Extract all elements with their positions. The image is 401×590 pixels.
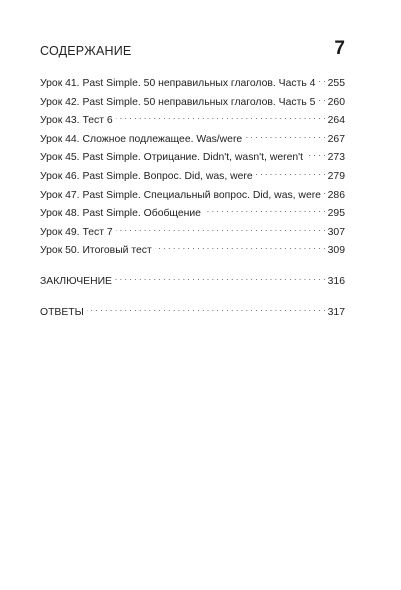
toc-entry-page: 255 (327, 78, 345, 89)
page-header (40, 38, 345, 62)
toc-entry-conclusion (40, 274, 345, 293)
dot-leader (115, 274, 326, 284)
toc-entry-lesson-47 (40, 188, 345, 207)
toc-entry-page: 267 (327, 133, 345, 145)
page-number: 7 (334, 38, 345, 59)
toc-entry-page: 307 (327, 226, 345, 238)
toc-entry-page: 295 (327, 208, 345, 220)
dot-leader (324, 188, 326, 198)
toc-entry-lesson-45 (40, 150, 345, 169)
toc-entry-lesson-48 (40, 206, 345, 225)
running-title: СОДЕРЖАНИЕ (40, 44, 132, 58)
toc-entry-label: Урок 41. Past Simple. 50 неправильных глаголов. Часть 4 (40, 78, 316, 89)
toc-entry-page: 317 (327, 306, 345, 318)
toc-entry-label: ОТВЕТЫ (40, 306, 84, 318)
toc-entry-lesson-50 (40, 243, 345, 262)
toc-entry-page: 264 (327, 115, 345, 127)
dot-leader (204, 206, 326, 216)
toc-entry-label: Урок 50. Итоговый тест (40, 245, 152, 257)
toc-spacer (40, 262, 345, 274)
toc-entry-label: Урок 49. Тест 7 (40, 226, 113, 238)
toc-entry-page: 279 (327, 170, 345, 182)
toc-spacer (40, 293, 345, 305)
dot-leader (256, 169, 326, 179)
toc-entry-lesson-43 (40, 113, 345, 132)
dot-leader (318, 95, 325, 105)
dot-leader (116, 225, 326, 235)
dot-leader (318, 76, 325, 86)
toc-entry-lesson-44 (40, 132, 345, 151)
toc-entry-label: Урок 44. Сложное подлежащее. Was/were (40, 133, 243, 145)
toc-entry-answers (40, 305, 345, 324)
table-of-contents (40, 76, 345, 323)
toc-entry-lesson-41 (40, 76, 345, 95)
toc-entry-lesson-42 (40, 95, 345, 114)
toc-entry-label: ЗАКЛЮЧЕНИЕ (40, 275, 112, 287)
toc-entry-label: Урок 46. Past Simple. Вопрос. Did, was, were (40, 170, 253, 182)
toc-entry-lesson-46 (40, 169, 345, 188)
dot-leader (155, 243, 326, 253)
toc-entry-page: 273 (327, 152, 345, 164)
toc-entry-page: 260 (327, 96, 345, 108)
toc-entry-page: 286 (327, 189, 345, 201)
toc-entry-label: Урок 48. Past Simple. Обобщение (40, 208, 201, 220)
toc-entry-label: Урок 45. Past Simple. Отрицание. Didn't, wasn't, weren't (40, 152, 304, 164)
dot-leader (87, 305, 326, 315)
toc-entry-lesson-49 (40, 225, 345, 244)
dot-leader (245, 132, 325, 142)
toc-entry-page: 309 (327, 245, 345, 257)
dot-leader (306, 150, 326, 160)
toc-entry-label: Урок 47. Past Simple. Специальный вопрос. Did, was, were (40, 189, 321, 201)
toc-entry-label: Урок 43. Тест 6 (40, 115, 113, 127)
toc-entry-page: 316 (327, 275, 345, 287)
dot-leader (116, 113, 326, 123)
toc-entry-label: Урок 42. Past Simple. 50 неправильных глаголов. Часть 5 (40, 96, 316, 108)
